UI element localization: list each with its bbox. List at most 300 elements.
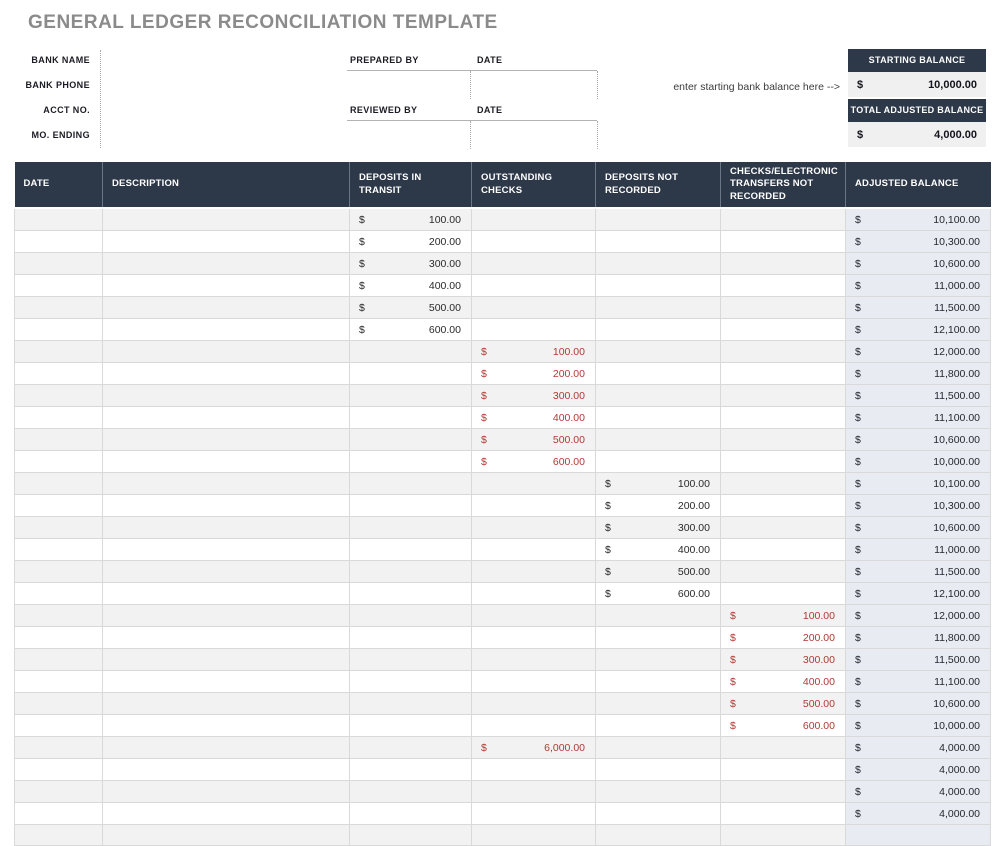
- total-adjusted-balance-header: TOTAL ADJUSTED BALANCE: [848, 99, 986, 122]
- reviewed-by-label: REVIEWED BY: [350, 105, 418, 115]
- cell-description[interactable]: [103, 627, 350, 649]
- cell-checks-transfers-not-recorded[interactable]: [721, 737, 846, 759]
- cell-date[interactable]: [15, 627, 103, 649]
- cell-outstanding-checks[interactable]: [472, 208, 596, 231]
- cell-adjusted-balance: [846, 627, 991, 649]
- cell-adjusted-balance: [846, 825, 991, 846]
- cell-date[interactable]: [15, 231, 103, 253]
- cell-description[interactable]: [103, 539, 350, 561]
- cell-description[interactable]: [103, 363, 350, 385]
- cell-deposits-not-recorded[interactable]: [596, 385, 721, 407]
- currency-symbol: $: [855, 587, 861, 600]
- currency-symbol: $: [855, 785, 861, 798]
- cell-description[interactable]: [103, 473, 350, 495]
- cell-outstanding-checks[interactable]: [472, 253, 596, 275]
- cell-deposits-in-transit[interactable]: [350, 539, 472, 561]
- amount-value: 11,500.00: [934, 653, 980, 666]
- amount-value: 4,000.00: [939, 763, 980, 776]
- amount-value: 11,500.00: [934, 565, 980, 578]
- cell-date[interactable]: [15, 715, 103, 737]
- cell-description[interactable]: [103, 297, 350, 319]
- cell-outstanding-checks[interactable]: [472, 451, 596, 473]
- currency-symbol: $: [481, 367, 487, 380]
- amount-value: 10,600.00: [933, 521, 980, 534]
- cell-checks-transfers-not-recorded[interactable]: [721, 627, 846, 649]
- cell-description[interactable]: [103, 208, 350, 231]
- cell-adjusted-balance: [846, 737, 991, 759]
- cell-outstanding-checks[interactable]: [472, 517, 596, 539]
- cell-deposits-not-recorded[interactable]: [596, 495, 721, 517]
- amount-value: 200.00: [677, 499, 710, 512]
- amount-value: 11,500.00: [934, 389, 980, 402]
- cell-adjusted-balance: [846, 231, 991, 253]
- cell-checks-transfers-not-recorded[interactable]: [721, 253, 846, 275]
- cell-description[interactable]: [103, 759, 350, 781]
- cell-outstanding-checks[interactable]: [472, 781, 596, 803]
- table-row: [15, 517, 991, 539]
- reviewed-date-input[interactable]: [472, 121, 595, 147]
- cell-checks-transfers-not-recorded[interactable]: [721, 275, 846, 297]
- cell-description[interactable]: [103, 781, 350, 803]
- cell-checks-transfers-not-recorded[interactable]: [721, 583, 846, 605]
- cell-adjusted-balance: [846, 429, 991, 451]
- cell-adjusted-balance: [846, 253, 991, 275]
- currency-symbol: $: [481, 741, 487, 754]
- currency-symbol: $: [855, 323, 861, 336]
- cell-checks-transfers-not-recorded[interactable]: [721, 605, 846, 627]
- cell-checks-transfers-not-recorded[interactable]: [721, 495, 846, 517]
- amount-value: 6,000.00: [544, 741, 585, 754]
- currency-symbol: $: [730, 653, 736, 666]
- cell-deposits-in-transit[interactable]: [350, 671, 472, 693]
- cell-checks-transfers-not-recorded[interactable]: [721, 451, 846, 473]
- cell-deposits-in-transit[interactable]: [350, 473, 472, 495]
- cell-checks-transfers-not-recorded[interactable]: [721, 671, 846, 693]
- cell-deposits-not-recorded[interactable]: [596, 363, 721, 385]
- table-row: [15, 605, 991, 627]
- cell-deposits-in-transit[interactable]: [350, 363, 472, 385]
- cell-checks-transfers-not-recorded[interactable]: [721, 759, 846, 781]
- col-header-deposits-not-recorded: DEPOSITS NOT RECORDED: [596, 162, 721, 208]
- amount-value: 300.00: [428, 257, 461, 270]
- table-row: [15, 385, 991, 407]
- currency-symbol: $: [605, 521, 611, 534]
- cell-checks-transfers-not-recorded[interactable]: [721, 715, 846, 737]
- balance-box: [848, 49, 986, 149]
- amount-value: 500.00: [802, 697, 835, 710]
- cell-deposits-in-transit[interactable]: [350, 803, 472, 825]
- currency-symbol: $: [730, 675, 736, 688]
- cell-adjusted-balance: [846, 319, 991, 341]
- cell-outstanding-checks[interactable]: [472, 341, 596, 363]
- currency-symbol: $: [855, 543, 861, 556]
- cell-date[interactable]: [15, 737, 103, 759]
- cell-outstanding-checks[interactable]: [472, 737, 596, 759]
- currency-symbol: $: [605, 543, 611, 556]
- cell-deposits-in-transit[interactable]: [350, 649, 472, 671]
- cell-deposits-not-recorded[interactable]: [596, 253, 721, 275]
- amount-value: 10,300.00: [933, 235, 980, 248]
- table-row: [15, 253, 991, 275]
- amount-value: 200.00: [802, 631, 835, 644]
- cell-date[interactable]: [15, 803, 103, 825]
- currency-symbol: $: [855, 345, 861, 358]
- cell-date[interactable]: [15, 495, 103, 517]
- cell-adjusted-balance: [846, 605, 991, 627]
- cell-date[interactable]: [15, 341, 103, 363]
- reviewed-date-divider-left: [470, 121, 471, 149]
- cell-deposits-not-recorded[interactable]: [596, 627, 721, 649]
- currency-symbol: $: [855, 477, 861, 490]
- cell-deposits-in-transit[interactable]: [350, 341, 472, 363]
- amount-value: 500.00: [552, 433, 585, 446]
- cell-date[interactable]: [15, 363, 103, 385]
- cell-description[interactable]: [103, 495, 350, 517]
- prepared-date-divider-left: [470, 71, 471, 99]
- cell-checks-transfers-not-recorded[interactable]: [721, 561, 846, 583]
- amount-value: 10,000.00: [933, 719, 980, 732]
- cell-deposits-in-transit[interactable]: [350, 605, 472, 627]
- amount-value: 10,100.00: [933, 477, 980, 490]
- cell-date[interactable]: [15, 385, 103, 407]
- mo-ending-label: MO. ENDING: [31, 130, 90, 140]
- cell-deposits-not-recorded[interactable]: [596, 297, 721, 319]
- cell-deposits-not-recorded[interactable]: [596, 825, 721, 846]
- cell-outstanding-checks[interactable]: [472, 715, 596, 737]
- cell-deposits-in-transit[interactable]: [350, 715, 472, 737]
- cell-outstanding-checks[interactable]: [472, 363, 596, 385]
- cell-outstanding-checks[interactable]: [472, 429, 596, 451]
- cell-deposits-not-recorded[interactable]: [596, 319, 721, 341]
- amount-value: 10,600.00: [933, 697, 980, 710]
- cell-adjusted-balance: [846, 539, 991, 561]
- table-row: [15, 627, 991, 649]
- cell-deposits-not-recorded[interactable]: [596, 715, 721, 737]
- cell-date[interactable]: [15, 649, 103, 671]
- table-header-row: [15, 162, 991, 208]
- amount-value: 10,300.00: [933, 499, 980, 512]
- currency-symbol: $: [855, 653, 861, 666]
- prepared-date-label: DATE: [477, 55, 503, 65]
- cell-deposits-not-recorded[interactable]: [596, 275, 721, 297]
- prepared-date-divider-right: [597, 71, 598, 99]
- page-title: GENERAL LEDGER RECONCILIATION TEMPLATE: [28, 12, 498, 33]
- amount-value: 600.00: [428, 323, 461, 336]
- cell-outstanding-checks[interactable]: [472, 671, 596, 693]
- col-header-date: DATE: [15, 162, 103, 208]
- cell-date[interactable]: [15, 781, 103, 803]
- cell-checks-transfers-not-recorded[interactable]: [721, 363, 846, 385]
- mo-ending-input[interactable]: [103, 125, 341, 147]
- currency-symbol: $: [605, 499, 611, 512]
- cell-deposits-in-transit[interactable]: [350, 561, 472, 583]
- cell-deposits-in-transit[interactable]: [350, 781, 472, 803]
- cell-outstanding-checks[interactable]: [472, 275, 596, 297]
- starting-balance-value-cell[interactable]: [848, 72, 986, 99]
- cell-description[interactable]: [103, 583, 350, 605]
- cell-checks-transfers-not-recorded[interactable]: [721, 297, 846, 319]
- cell-deposits-in-transit[interactable]: [350, 693, 472, 715]
- acct-no-input[interactable]: [103, 100, 341, 122]
- cell-deposits-in-transit[interactable]: [350, 451, 472, 473]
- amount-value: 200.00: [552, 367, 585, 380]
- total-adjusted-balance-amount: 4,000.00: [934, 128, 977, 141]
- currency-symbol: $: [359, 279, 365, 292]
- cell-checks-transfers-not-recorded[interactable]: [721, 539, 846, 561]
- cell-date[interactable]: [15, 407, 103, 429]
- table-row: [15, 693, 991, 715]
- cell-deposits-in-transit[interactable]: [350, 297, 472, 319]
- amount-value: 11,100.00: [934, 675, 980, 688]
- currency-symbol: $: [855, 389, 861, 402]
- cell-date[interactable]: [15, 253, 103, 275]
- table-row: [15, 231, 991, 253]
- cell-outstanding-checks[interactable]: [472, 627, 596, 649]
- cell-date[interactable]: [15, 825, 103, 846]
- cell-deposits-in-transit[interactable]: [350, 253, 472, 275]
- cell-deposits-not-recorded[interactable]: [596, 693, 721, 715]
- cell-outstanding-checks[interactable]: [472, 407, 596, 429]
- cell-deposits-not-recorded[interactable]: [596, 737, 721, 759]
- currency-symbol: $: [481, 389, 487, 402]
- amount-value: 300.00: [552, 389, 585, 402]
- bank-name-input[interactable]: [103, 50, 341, 72]
- cell-date[interactable]: [15, 539, 103, 561]
- currency-symbol: $: [359, 301, 365, 314]
- cell-deposits-in-transit[interactable]: [350, 737, 472, 759]
- prepared-by-input[interactable]: [348, 71, 468, 97]
- cell-description[interactable]: [103, 231, 350, 253]
- cell-date[interactable]: [15, 429, 103, 451]
- cell-deposits-in-transit[interactable]: [350, 319, 472, 341]
- cell-checks-transfers-not-recorded[interactable]: [721, 649, 846, 671]
- cell-date[interactable]: [15, 671, 103, 693]
- cell-outstanding-checks[interactable]: [472, 319, 596, 341]
- starting-balance-note: enter starting bank balance here -->: [673, 81, 840, 93]
- table-row: [15, 208, 991, 231]
- table-row: [15, 825, 991, 846]
- cell-deposits-not-recorded[interactable]: [596, 451, 721, 473]
- cell-deposits-in-transit[interactable]: [350, 517, 472, 539]
- amount-value: 400.00: [802, 675, 835, 688]
- amount-value: 100.00: [802, 609, 835, 622]
- cell-checks-transfers-not-recorded[interactable]: [721, 781, 846, 803]
- cell-description[interactable]: [103, 825, 350, 846]
- cell-description[interactable]: [103, 275, 350, 297]
- amount-value: 12,000.00: [933, 345, 980, 358]
- cell-outstanding-checks[interactable]: [472, 825, 596, 846]
- cell-description[interactable]: [103, 649, 350, 671]
- cell-deposits-in-transit[interactable]: [350, 429, 472, 451]
- cell-date[interactable]: [15, 275, 103, 297]
- cell-description[interactable]: [103, 715, 350, 737]
- currency-symbol: $: [855, 213, 861, 226]
- cell-checks-transfers-not-recorded[interactable]: [721, 341, 846, 363]
- cell-deposits-not-recorded[interactable]: [596, 208, 721, 231]
- cell-adjusted-balance: [846, 407, 991, 429]
- currency-symbol: $: [730, 631, 736, 644]
- cell-outstanding-checks[interactable]: [472, 583, 596, 605]
- cell-deposits-not-recorded[interactable]: [596, 649, 721, 671]
- cell-date[interactable]: [15, 297, 103, 319]
- cell-checks-transfers-not-recorded[interactable]: [721, 693, 846, 715]
- table-row: [15, 649, 991, 671]
- cell-description[interactable]: [103, 319, 350, 341]
- cell-deposits-not-recorded[interactable]: [596, 341, 721, 363]
- currency-symbol: $: [855, 235, 861, 248]
- table-row: [15, 759, 991, 781]
- reviewed-by-input[interactable]: [348, 121, 468, 147]
- amount-value: 300.00: [802, 653, 835, 666]
- cell-checks-transfers-not-recorded[interactable]: [721, 319, 846, 341]
- currency-symbol: $: [730, 609, 736, 622]
- currency-symbol: $: [730, 697, 736, 710]
- cell-description[interactable]: [103, 407, 350, 429]
- table-row: [15, 495, 991, 517]
- cell-deposits-in-transit[interactable]: [350, 385, 472, 407]
- cell-date[interactable]: [15, 473, 103, 495]
- cell-deposits-not-recorded[interactable]: [596, 605, 721, 627]
- cell-outstanding-checks[interactable]: [472, 495, 596, 517]
- cell-checks-transfers-not-recorded[interactable]: [721, 473, 846, 495]
- col-header-checks-transfers-not-recorded: CHECKS/ELECTRONIC TRANSFERS NOT RECORDED: [721, 162, 846, 208]
- ledger-table-body: [15, 208, 991, 846]
- cell-deposits-in-transit[interactable]: [350, 275, 472, 297]
- cell-deposits-not-recorded[interactable]: [596, 473, 721, 495]
- cell-deposits-in-transit[interactable]: [350, 627, 472, 649]
- currency-symbol: $: [857, 128, 864, 141]
- bank-phone-input[interactable]: [103, 75, 341, 97]
- cell-deposits-not-recorded[interactable]: [596, 583, 721, 605]
- cell-description[interactable]: [103, 341, 350, 363]
- cell-deposits-in-transit[interactable]: [350, 407, 472, 429]
- amount-value: 600.00: [552, 455, 585, 468]
- currency-symbol: $: [855, 697, 861, 710]
- cell-outstanding-checks[interactable]: [472, 649, 596, 671]
- cell-checks-transfers-not-recorded[interactable]: [721, 803, 846, 825]
- cell-deposits-in-transit[interactable]: [350, 208, 472, 231]
- cell-date[interactable]: [15, 517, 103, 539]
- currency-symbol: $: [855, 675, 861, 688]
- amount-value: 600.00: [802, 719, 835, 732]
- cell-outstanding-checks[interactable]: [472, 605, 596, 627]
- amount-value: 300.00: [677, 521, 710, 534]
- cell-adjusted-balance: [846, 385, 991, 407]
- cell-deposits-not-recorded[interactable]: [596, 781, 721, 803]
- currency-symbol: $: [855, 631, 861, 644]
- cell-outstanding-checks[interactable]: [472, 385, 596, 407]
- cell-deposits-in-transit[interactable]: [350, 759, 472, 781]
- currency-symbol: $: [855, 763, 861, 776]
- cell-outstanding-checks[interactable]: [472, 297, 596, 319]
- cell-description[interactable]: [103, 737, 350, 759]
- cell-deposits-not-recorded[interactable]: [596, 517, 721, 539]
- amount-value: 500.00: [677, 565, 710, 578]
- cell-date[interactable]: [15, 208, 103, 231]
- prepared-date-input[interactable]: [472, 71, 595, 97]
- cell-date[interactable]: [15, 583, 103, 605]
- cell-date[interactable]: [15, 759, 103, 781]
- cell-outstanding-checks[interactable]: [472, 231, 596, 253]
- cell-deposits-not-recorded[interactable]: [596, 671, 721, 693]
- cell-description[interactable]: [103, 671, 350, 693]
- cell-deposits-in-transit[interactable]: [350, 583, 472, 605]
- cell-date[interactable]: [15, 693, 103, 715]
- cell-deposits-in-transit[interactable]: [350, 495, 472, 517]
- amount-value: 100.00: [552, 345, 585, 358]
- cell-description[interactable]: [103, 451, 350, 473]
- cell-description[interactable]: [103, 605, 350, 627]
- col-header-outstanding-checks: OUTSTANDING CHECKS: [472, 162, 596, 208]
- cell-outstanding-checks[interactable]: [472, 539, 596, 561]
- cell-adjusted-balance: [846, 275, 991, 297]
- currency-symbol: $: [481, 411, 487, 424]
- bank-phone-label: BANK PHONE: [25, 80, 90, 90]
- currency-symbol: $: [855, 433, 861, 446]
- cell-checks-transfers-not-recorded[interactable]: [721, 407, 846, 429]
- cell-outstanding-checks[interactable]: [472, 561, 596, 583]
- cell-deposits-in-transit[interactable]: [350, 231, 472, 253]
- cell-description[interactable]: [103, 253, 350, 275]
- currency-symbol: $: [855, 565, 861, 578]
- cell-outstanding-checks[interactable]: [472, 693, 596, 715]
- cell-outstanding-checks[interactable]: [472, 473, 596, 495]
- cell-adjusted-balance: [846, 803, 991, 825]
- amount-value: 12,100.00: [933, 587, 980, 600]
- amount-value: 4,000.00: [939, 785, 980, 798]
- cell-description[interactable]: [103, 429, 350, 451]
- cell-description[interactable]: [103, 517, 350, 539]
- cell-checks-transfers-not-recorded[interactable]: [721, 385, 846, 407]
- cell-deposits-not-recorded[interactable]: [596, 231, 721, 253]
- cell-description[interactable]: [103, 803, 350, 825]
- cell-deposits-not-recorded[interactable]: [596, 429, 721, 451]
- cell-deposits-not-recorded[interactable]: [596, 539, 721, 561]
- currency-symbol: $: [730, 719, 736, 732]
- cell-date[interactable]: [15, 561, 103, 583]
- cell-date[interactable]: [15, 319, 103, 341]
- cell-adjusted-balance: [846, 473, 991, 495]
- cell-deposits-not-recorded[interactable]: [596, 407, 721, 429]
- cell-date[interactable]: [15, 451, 103, 473]
- table-row: [15, 803, 991, 825]
- cell-outstanding-checks[interactable]: [472, 759, 596, 781]
- amount-value: 10,000.00: [933, 455, 980, 468]
- cell-description[interactable]: [103, 693, 350, 715]
- table-row: [15, 715, 991, 737]
- cell-deposits-not-recorded[interactable]: [596, 561, 721, 583]
- cell-checks-transfers-not-recorded[interactable]: [721, 231, 846, 253]
- cell-outstanding-checks[interactable]: [472, 803, 596, 825]
- cell-description[interactable]: [103, 385, 350, 407]
- cell-deposits-not-recorded[interactable]: [596, 759, 721, 781]
- amount-value: 600.00: [677, 587, 710, 600]
- table-row: [15, 297, 991, 319]
- cell-deposits-not-recorded[interactable]: [596, 803, 721, 825]
- col-header-description: DESCRIPTION: [103, 162, 350, 208]
- currency-symbol: $: [359, 323, 365, 336]
- currency-symbol: $: [855, 455, 861, 468]
- cell-deposits-in-transit[interactable]: [350, 825, 472, 846]
- cell-date[interactable]: [15, 605, 103, 627]
- cell-adjusted-balance: [846, 363, 991, 385]
- cell-checks-transfers-not-recorded[interactable]: [721, 208, 846, 231]
- currency-symbol: $: [855, 807, 861, 820]
- cell-checks-transfers-not-recorded[interactable]: [721, 825, 846, 846]
- cell-description[interactable]: [103, 561, 350, 583]
- cell-checks-transfers-not-recorded[interactable]: [721, 429, 846, 451]
- cell-checks-transfers-not-recorded[interactable]: [721, 517, 846, 539]
